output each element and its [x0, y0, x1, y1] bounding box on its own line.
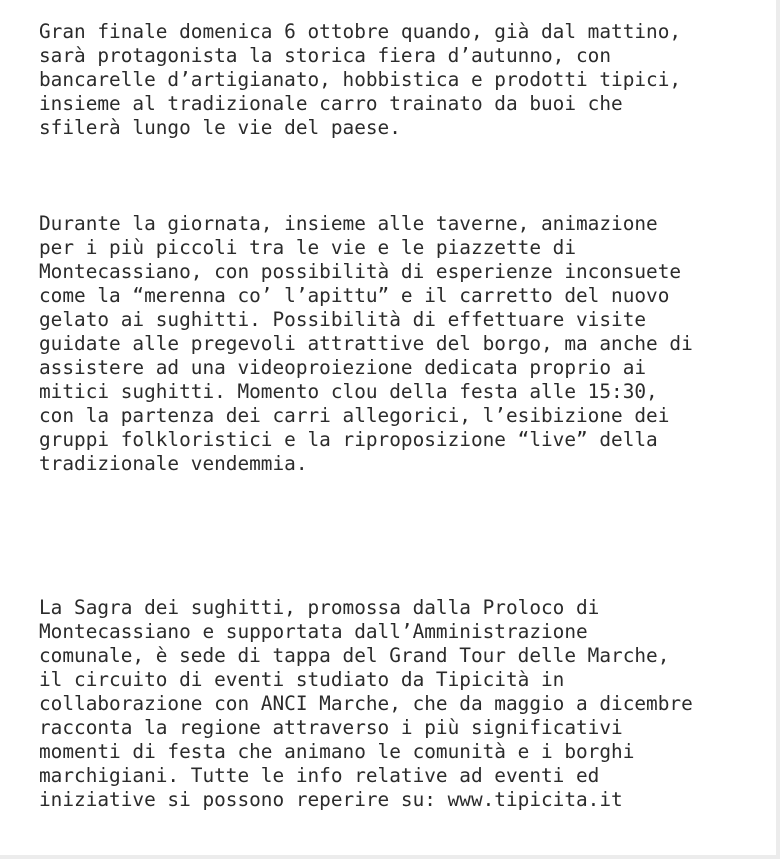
text-line: insieme al tradizionale carro trainato da buoi che [39, 92, 623, 115]
text-line: collaborazione con ANCI Marche, che da maggio a dicembre [39, 692, 693, 715]
text-line: La Sagra dei sughitti, promossa dalla Proloco di [39, 596, 600, 619]
paragraph-giornata [39, 212, 759, 476]
text-line: come la “merenna co’ l’apittu” e il carretto del nuovo [39, 284, 670, 307]
text-line: gruppi folkloristici e la riproposizione “live” della [39, 428, 658, 451]
text-line: momenti di festa che animano le comunità e i borghi [39, 740, 635, 763]
text-line: assistere ad una videoproiezione dedicata proprio ai [39, 356, 647, 379]
text-line: gelato ai sughitti. Possibilità di effettuare visite [39, 308, 647, 331]
text-line: con la partenza dei carri allegorici, l’esibizione dei [39, 404, 670, 427]
text-line: sfilerà lungo le vie del paese. [39, 116, 401, 139]
text-line: tradizionale vendemmia. [39, 452, 308, 475]
text-line: guidate alle pregevoli attrattive del borgo, ma anche di [39, 332, 693, 355]
text-line: per i più piccoli tra le vie e le piazzette di [39, 236, 577, 259]
paragraph-sagra-sughitti [39, 596, 759, 812]
text-line: marchigiani. Tutte le info relative ad eventi ed [39, 764, 600, 787]
text-line: iniziative si possono reperire su: www.tipicita.it [39, 788, 623, 811]
text-line: Montecassiano e supportata dall’Amministrazione [39, 620, 588, 643]
text-line: racconta la regione attraverso i più significativi [39, 716, 623, 739]
text-line: bancarelle d’artigianato, hobbistica e prodotti tipici, [39, 68, 682, 91]
paragraph-fiera-autunno [39, 20, 759, 140]
text-line: Gran finale domenica 6 ottobre quando, già dal mattino, [39, 20, 682, 43]
text-line: il circuito di eventi studiato da Tipicità in [39, 668, 565, 691]
text-line: comunale, è sede di tappa del Grand Tour delle Marche, [39, 644, 670, 667]
text-line: mitici sughitti. Momento clou della festa alle 15:30, [39, 380, 658, 403]
text-line: Durante la giornata, insieme alle taverne, animazione [39, 212, 658, 235]
text-line: Montecassiano, con possibilità di esperienze inconsuete [39, 260, 682, 283]
text-line: sarà protagonista la storica fiera d’autunno, con [39, 44, 612, 67]
